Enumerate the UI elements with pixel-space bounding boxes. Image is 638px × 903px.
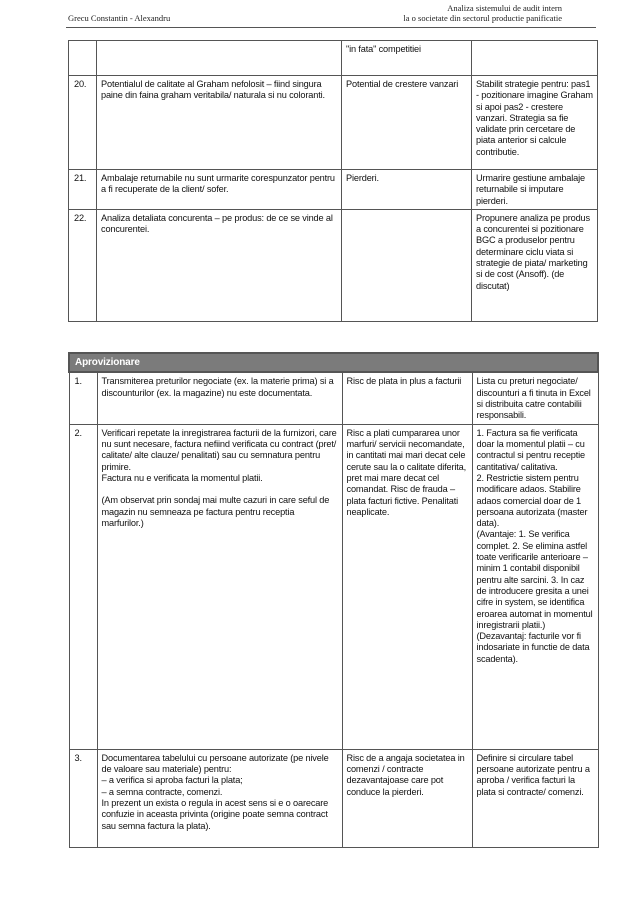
table-row — [69, 76, 598, 170]
recommendation-cell — [472, 424, 598, 749]
recommendation-cell: Propunere analiza pe produs a concurentei si pozitionare BGC a produselor pentru determinare ciclu viata si strategie de piata/ marketing si de cost (Ansoff). (de discutat) — [472, 209, 598, 321]
finding-paragraph: Verificari repetate la inregistrarea facturii de la furnizori, care nu sunt necesare, factura nefiind verificata cu contract (pret/ calitate/ alte clauze/ penalitati) sau cu semnatura pentru primire. — [101, 427, 337, 472]
recommendation-disadvantage: (Dezavantaj: facturile vor fi indosariate in functie de data scadenta). — [476, 631, 590, 664]
risk-cell — [342, 209, 472, 321]
paragraph-gap — [102, 484, 338, 495]
finding-cell — [97, 424, 342, 749]
section-title: Aprovizionare — [69, 353, 598, 372]
recommendation-cell: Lista cu preturi negociate/ discounturi a fi tinuta in Excel si distribuita catre contabilii responsabili. — [472, 372, 598, 424]
recommendation-cell: Urmarire gestiune ambalaje returnabile si imputare pierderi. — [472, 170, 598, 210]
recommendation-item: 1. Factura sa fie verificata doar la momentul platii – cu contractul si pentru receptie cantitativa/ calitativa. — [476, 427, 586, 472]
recommendation-cell: Definire si circulare tabel persoane autorizate pentru a aproba / verifica facturi la plata si contracte/ comenzi. — [472, 749, 598, 847]
table-row — [69, 372, 598, 424]
finding-paragraph: Factura nu e verificata la momentul platii. — [101, 472, 263, 483]
table-cell — [472, 41, 598, 76]
list-item: – a verifica si aproba facturi la plata; — [101, 775, 243, 786]
finding-cell: Ambalaje returnabile nu sunt urmarite corespunzator pentru a fi recuperate de la client/ sofer. — [97, 170, 342, 210]
header-author: Grecu Constantin - Alexandru — [68, 13, 171, 23]
table-row — [69, 41, 598, 76]
table-row — [69, 749, 598, 847]
finding-cell: Analiza detaliata concurenta – pe produs: de ce se vinde al concurentei. — [97, 209, 342, 321]
table-cell — [97, 41, 342, 76]
risk-cell: Risc de a angaja societatea in comenzi / contracte dezavantajoase care pot conduce la pierderi. — [342, 749, 472, 847]
table-cell — [69, 41, 97, 76]
table-row — [69, 424, 598, 749]
header-title-line1: Analiza sistemului de audit intern — [447, 3, 562, 13]
findings-table-continued — [68, 40, 598, 322]
row-number: 20. — [69, 76, 97, 170]
header-title — [302, 3, 562, 23]
finding-paragraph: In prezent un exista o regula in acest sens si e o oarecare confuzie in aceasta privinta (origine poate semna contract sau semna factura la plata). — [101, 797, 329, 831]
table-cell: "in fata" competitiei — [342, 41, 472, 76]
row-number: 21. — [69, 170, 97, 210]
row-number: 2. — [69, 424, 97, 749]
section-header-row — [69, 353, 598, 372]
risk-cell: Pierderi. — [342, 170, 472, 210]
row-number: 1. — [69, 372, 97, 424]
procurement-table — [68, 352, 599, 848]
finding-paragraph: Documentarea tabelului cu persoane autorizate (pe nivele de valoare sau materiale) pentru: — [101, 752, 329, 775]
list-item: – a semna contracte, comenzi. — [101, 786, 223, 797]
recommendation-cell: Stabilit strategie pentru: pas1 - pozitionare imagine Graham si apoi pas2 - crestere vanzari. Strategia sa fie validate prin cercetare de piata anterior si calcule contributie. — [472, 76, 598, 170]
finding-cell: Transmiterea preturilor negociate (ex. la materie prima) si a discounturilor (ex. la magazine) nu este documentata. — [97, 372, 342, 424]
row-number: 3. — [69, 749, 97, 847]
header-divider — [66, 27, 596, 28]
table-row — [69, 170, 598, 210]
recommendation-advantages: (Avantaje: 1. Se verifica complet. 2. Se elimina astfel toate verificarile anterioare – minim 1 contabil disponibil pentru alte sarcini. 3. In caz de introducere gresita a unei cifre in system, se identifica eroarea automat in momentul inregistrarii platii.) — [476, 529, 593, 630]
finding-cell — [97, 749, 342, 847]
row-number: 22. — [69, 209, 97, 321]
recommendation-item: 2. Restrictie sistem pentru modificare adaos. Stabilire adaos comercial doar de 1 persoana autorizata (master data). — [476, 472, 588, 529]
header-title-line2: la o societate din sectorul productie panificatie — [403, 13, 562, 23]
risk-cell: Potential de crestere vanzari — [342, 76, 472, 170]
finding-cell: Potentialul de calitate al Graham nefolosit – fiind singura paine din faina graham veritabila/ naturala si nu coloranti. — [97, 76, 342, 170]
finding-note: (Am observat prin sondaj mai multe cazuri in care seful de magazin nu semneaza pe factura pentru receptia marfurilor.) — [101, 495, 330, 528]
table-row — [69, 209, 598, 321]
risk-cell: Risc de plata in plus a facturii — [342, 372, 472, 424]
risk-cell: Risc a plati cumpararea unor marfuri/ servicii necomandate, in cantitati mai mari decat cele cerute sau la o calitate diferita, pret mai mare decat cel comandat. Risc de frauda – plata facturi fictive. Penalitati neaplicate. — [342, 424, 472, 749]
